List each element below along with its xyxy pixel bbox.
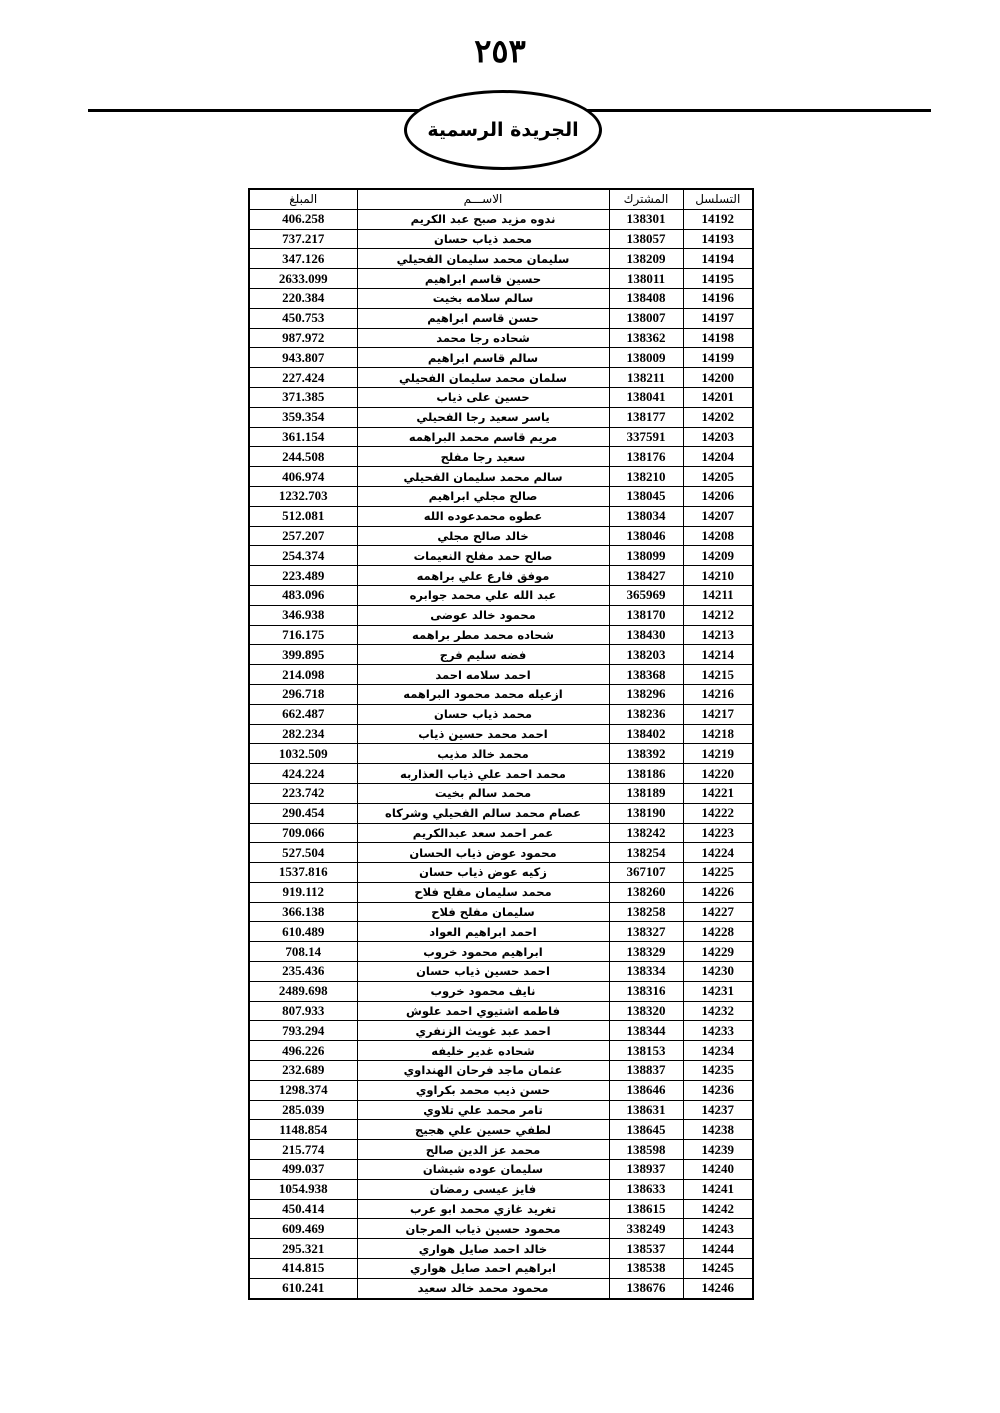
- cell-amount: 807.933: [249, 1001, 357, 1021]
- cell-subscriber: 138045: [609, 486, 683, 506]
- cell-amount: 1054.938: [249, 1179, 357, 1199]
- cell-name: سالم قاسم ابراهيم: [357, 348, 609, 368]
- cell-name: محمد احمد علي ذياب العذاربه: [357, 764, 609, 784]
- cell-subscriber: 138430: [609, 625, 683, 645]
- cell-amount: 257.207: [249, 526, 357, 546]
- table-row: [249, 348, 753, 368]
- cell-name: محمد ذياب حسان: [357, 704, 609, 724]
- cell-serial: 14233: [683, 1021, 753, 1041]
- cell-amount: 483.096: [249, 585, 357, 605]
- cell-subscriber: 138837: [609, 1061, 683, 1081]
- cell-subscriber: 138402: [609, 724, 683, 744]
- cell-subscriber: 138189: [609, 783, 683, 803]
- cell-serial: 14210: [683, 566, 753, 586]
- cell-serial: 14246: [683, 1278, 753, 1298]
- cell-serial: 14225: [683, 863, 753, 883]
- table-body: [249, 209, 753, 1298]
- table-row: [249, 1061, 753, 1081]
- cell-name: خالد صالح مجلي: [357, 526, 609, 546]
- cell-amount: 793.294: [249, 1021, 357, 1041]
- table-row: [249, 744, 753, 764]
- cell-subscriber: 138210: [609, 467, 683, 487]
- table-row: [249, 1239, 753, 1259]
- cell-serial: 14237: [683, 1100, 753, 1120]
- cell-serial: 14226: [683, 882, 753, 902]
- cell-serial: 14242: [683, 1199, 753, 1219]
- table-row: [249, 387, 753, 407]
- cell-subscriber: 138427: [609, 566, 683, 586]
- table-row: [249, 783, 753, 803]
- table-row: [249, 1120, 753, 1140]
- cell-subscriber: 138176: [609, 447, 683, 467]
- cell-name: عثمان ماجد فرحان الهنداوي: [357, 1061, 609, 1081]
- cell-amount: 610.241: [249, 1278, 357, 1298]
- cell-subscriber: 138598: [609, 1140, 683, 1160]
- table-row: [249, 724, 753, 744]
- cell-name: احمد حسين ذياب حسان: [357, 962, 609, 982]
- cell-subscriber: 138329: [609, 942, 683, 962]
- table-row: [249, 328, 753, 348]
- cell-serial: 14196: [683, 288, 753, 308]
- cell-name: محمد سليمان مفلح فلاح: [357, 882, 609, 902]
- cell-amount: 285.039: [249, 1100, 357, 1120]
- cell-name: محمد عز الدين صالح: [357, 1140, 609, 1160]
- cell-name: احمد عبد غويث الزنفري: [357, 1021, 609, 1041]
- cell-name: موفق فارع علي براهمه: [357, 566, 609, 586]
- cell-amount: 220.384: [249, 288, 357, 308]
- header-serial: التسلسل: [683, 189, 753, 209]
- cell-serial: 14208: [683, 526, 753, 546]
- table-row: [249, 467, 753, 487]
- cell-subscriber: 138645: [609, 1120, 683, 1140]
- cell-name: صالح مجلي ابراهيم: [357, 486, 609, 506]
- table-row: [249, 1219, 753, 1239]
- cell-serial: 14245: [683, 1259, 753, 1279]
- cell-subscriber: 138362: [609, 328, 683, 348]
- table-row: [249, 229, 753, 249]
- table-row: [249, 902, 753, 922]
- cell-amount: 737.217: [249, 229, 357, 249]
- cell-amount: 399.895: [249, 645, 357, 665]
- cell-amount: 371.385: [249, 387, 357, 407]
- cell-serial: 14230: [683, 962, 753, 982]
- table-row: [249, 962, 753, 982]
- cell-serial: 14216: [683, 684, 753, 704]
- subscriber-table: [248, 188, 754, 1300]
- header-amount: المبلغ: [249, 189, 357, 209]
- cell-name: عبد الله علي محمد جوابره: [357, 585, 609, 605]
- cell-amount: 1148.854: [249, 1120, 357, 1140]
- cell-serial: 14201: [683, 387, 753, 407]
- cell-serial: 14209: [683, 546, 753, 566]
- table-row: [249, 1278, 753, 1298]
- cell-amount: 708.14: [249, 942, 357, 962]
- cell-subscriber: 365969: [609, 585, 683, 605]
- table-row: [249, 1021, 753, 1041]
- cell-serial: 14193: [683, 229, 753, 249]
- cell-subscriber: 138211: [609, 368, 683, 388]
- cell-name: عطوه محمدعوده الله: [357, 506, 609, 526]
- cell-name: احمد ابراهيم العواد: [357, 922, 609, 942]
- cell-serial: 14231: [683, 981, 753, 1001]
- cell-serial: 14195: [683, 269, 753, 289]
- cell-amount: 361.154: [249, 427, 357, 447]
- cell-amount: 450.414: [249, 1199, 357, 1219]
- cell-name: احمد محمد حسين ذياب: [357, 724, 609, 744]
- cell-serial: 14232: [683, 1001, 753, 1021]
- cell-serial: 14212: [683, 605, 753, 625]
- table-row: [249, 1001, 753, 1021]
- cell-subscriber: 138615: [609, 1199, 683, 1219]
- cell-subscriber: 138254: [609, 843, 683, 863]
- cell-serial: 14235: [683, 1061, 753, 1081]
- cell-subscriber: 138057: [609, 229, 683, 249]
- table-row: [249, 625, 753, 645]
- cell-serial: 14199: [683, 348, 753, 368]
- table-row: [249, 704, 753, 724]
- cell-subscriber: 138034: [609, 506, 683, 526]
- cell-subscriber: 138368: [609, 665, 683, 685]
- cell-serial: 14194: [683, 249, 753, 269]
- cell-serial: 14241: [683, 1179, 753, 1199]
- cell-subscriber: 138041: [609, 387, 683, 407]
- cell-serial: 14202: [683, 407, 753, 427]
- cell-serial: 14197: [683, 308, 753, 328]
- cell-name: خالد احمد صايل هواري: [357, 1239, 609, 1259]
- cell-name: زكيه عوض ذياب حسان: [357, 863, 609, 883]
- cell-serial: 14221: [683, 783, 753, 803]
- table-row: [249, 308, 753, 328]
- cell-name: محمد سالم بخيت: [357, 783, 609, 803]
- table-row: [249, 407, 753, 427]
- cell-subscriber: 337591: [609, 427, 683, 447]
- cell-amount: 450.753: [249, 308, 357, 328]
- cell-serial: 14218: [683, 724, 753, 744]
- cell-name: شحاده غدير خليفه: [357, 1041, 609, 1061]
- cell-serial: 14213: [683, 625, 753, 645]
- cell-name: فضه سليم فرج: [357, 645, 609, 665]
- cell-subscriber: 138186: [609, 764, 683, 784]
- cell-name: حسن قاسم ابراهيم: [357, 308, 609, 328]
- cell-amount: 662.487: [249, 704, 357, 724]
- table-row: [249, 1160, 753, 1180]
- cell-serial: 14222: [683, 803, 753, 823]
- cell-subscriber: 138190: [609, 803, 683, 823]
- cell-amount: 1232.703: [249, 486, 357, 506]
- cell-amount: 414.815: [249, 1259, 357, 1279]
- cell-amount: 512.081: [249, 506, 357, 526]
- cell-amount: 1537.816: [249, 863, 357, 883]
- cell-name: تامر محمد علي تلاوي: [357, 1100, 609, 1120]
- cell-subscriber: 138327: [609, 922, 683, 942]
- table-row: [249, 1140, 753, 1160]
- cell-name: لطفي حسين علي هجيج: [357, 1120, 609, 1140]
- cell-amount: 214.098: [249, 665, 357, 685]
- table-row: [249, 368, 753, 388]
- table-row: [249, 684, 753, 704]
- table-header-row: [249, 189, 753, 209]
- cell-name: شحاده محمد مطر براهمه: [357, 625, 609, 645]
- cell-serial: 14198: [683, 328, 753, 348]
- table-row: [249, 942, 753, 962]
- cell-amount: 1032.509: [249, 744, 357, 764]
- cell-name: سالم سلامه بخيت: [357, 288, 609, 308]
- cell-subscriber: 138046: [609, 526, 683, 546]
- table-row: [249, 526, 753, 546]
- cell-amount: 609.469: [249, 1219, 357, 1239]
- cell-name: حسين قاسم ابراهيم: [357, 269, 609, 289]
- cell-amount: 366.138: [249, 902, 357, 922]
- table-row: [249, 843, 753, 863]
- cell-serial: 14219: [683, 744, 753, 764]
- table-row: [249, 823, 753, 843]
- cell-serial: 14234: [683, 1041, 753, 1061]
- table-row: [249, 1100, 753, 1120]
- cell-serial: 14204: [683, 447, 753, 467]
- cell-subscriber: 138316: [609, 981, 683, 1001]
- cell-name: فايز عيسى رمضان: [357, 1179, 609, 1199]
- cell-amount: 359.354: [249, 407, 357, 427]
- cell-amount: 232.689: [249, 1061, 357, 1081]
- cell-amount: 527.504: [249, 843, 357, 863]
- table-row: [249, 605, 753, 625]
- cell-serial: 14192: [683, 209, 753, 229]
- cell-subscriber: 138320: [609, 1001, 683, 1021]
- table-row: [249, 1179, 753, 1199]
- table-row: [249, 585, 753, 605]
- cell-serial: 14200: [683, 368, 753, 388]
- cell-serial: 14211: [683, 585, 753, 605]
- cell-amount: 610.489: [249, 922, 357, 942]
- cell-subscriber: 138676: [609, 1278, 683, 1298]
- cell-amount: 943.807: [249, 348, 357, 368]
- cell-amount: 406.258: [249, 209, 357, 229]
- cell-amount: 296.718: [249, 684, 357, 704]
- cell-name: فاطمه اشتيوي احمد علوش: [357, 1001, 609, 1021]
- cell-serial: 14224: [683, 843, 753, 863]
- cell-amount: 346.938: [249, 605, 357, 625]
- cell-amount: 919.112: [249, 882, 357, 902]
- cell-subscriber: 138408: [609, 288, 683, 308]
- cell-amount: 347.126: [249, 249, 357, 269]
- cell-serial: 14243: [683, 1219, 753, 1239]
- table-row: [249, 922, 753, 942]
- cell-amount: 254.374: [249, 546, 357, 566]
- cell-amount: 496.226: [249, 1041, 357, 1061]
- table-row: [249, 1041, 753, 1061]
- gazette-masthead: [404, 90, 602, 170]
- cell-name: محمود خالد عوضى: [357, 605, 609, 625]
- cell-amount: 1298.374: [249, 1080, 357, 1100]
- cell-name: ابراهيم محمود خروب: [357, 942, 609, 962]
- cell-amount: 2633.099: [249, 269, 357, 289]
- cell-subscriber: 138236: [609, 704, 683, 724]
- cell-amount: 499.037: [249, 1160, 357, 1180]
- cell-subscriber: 138258: [609, 902, 683, 922]
- cell-amount: 215.774: [249, 1140, 357, 1160]
- cell-serial: 14217: [683, 704, 753, 724]
- cell-serial: 14223: [683, 823, 753, 843]
- cell-subscriber: 338249: [609, 1219, 683, 1239]
- cell-name: سليمان محمد سليمان الفحيلي: [357, 249, 609, 269]
- cell-amount: 709.066: [249, 823, 357, 843]
- cell-name: شحاده رجا محمد: [357, 328, 609, 348]
- cell-subscriber: 138392: [609, 744, 683, 764]
- cell-amount: 424.224: [249, 764, 357, 784]
- cell-amount: 235.436: [249, 962, 357, 982]
- cell-amount: 987.972: [249, 328, 357, 348]
- cell-subscriber: 138631: [609, 1100, 683, 1120]
- cell-subscriber: 138937: [609, 1160, 683, 1180]
- cell-name: سعيد رجا مفلح: [357, 447, 609, 467]
- cell-amount: 295.321: [249, 1239, 357, 1259]
- table-row: [249, 803, 753, 823]
- cell-subscriber: 138260: [609, 882, 683, 902]
- cell-name: احمد سلامه احمد: [357, 665, 609, 685]
- cell-serial: 14214: [683, 645, 753, 665]
- table-row: [249, 447, 753, 467]
- table-row: [249, 486, 753, 506]
- cell-serial: 14238: [683, 1120, 753, 1140]
- cell-amount: 2489.698: [249, 981, 357, 1001]
- table-row: [249, 269, 753, 289]
- cell-amount: 223.742: [249, 783, 357, 803]
- cell-name: ابراهيم احمد صايل هواري: [357, 1259, 609, 1279]
- table-row: [249, 882, 753, 902]
- cell-name: سليمان عوده شيشان: [357, 1160, 609, 1180]
- cell-name: عمر احمد سعد عبدالكريم: [357, 823, 609, 843]
- cell-subscriber: 138209: [609, 249, 683, 269]
- cell-subscriber: 138153: [609, 1041, 683, 1061]
- cell-name: صالح حمد مفلح النعيمات: [357, 546, 609, 566]
- cell-name: مريم قاسم محمد البراهمه: [357, 427, 609, 447]
- cell-amount: 716.175: [249, 625, 357, 645]
- cell-subscriber: 138011: [609, 269, 683, 289]
- page-number: ٢٥٣: [474, 32, 526, 70]
- cell-amount: 290.454: [249, 803, 357, 823]
- cell-subscriber: 138537: [609, 1239, 683, 1259]
- cell-subscriber: 138170: [609, 605, 683, 625]
- cell-subscriber: 138242: [609, 823, 683, 843]
- cell-serial: 14205: [683, 467, 753, 487]
- cell-name: محمد خالد مذيب: [357, 744, 609, 764]
- table-row: [249, 863, 753, 883]
- cell-subscriber: 138334: [609, 962, 683, 982]
- cell-name: ازعيله محمد محمود البراهمه: [357, 684, 609, 704]
- cell-amount: 244.508: [249, 447, 357, 467]
- table-row: [249, 249, 753, 269]
- table-row: [249, 209, 753, 229]
- cell-name: ندوه مزيد صبح عبد الكريم: [357, 209, 609, 229]
- cell-subscriber: 138296: [609, 684, 683, 704]
- cell-serial: 14207: [683, 506, 753, 526]
- table-row: [249, 546, 753, 566]
- cell-serial: 14229: [683, 942, 753, 962]
- cell-subscriber: 138633: [609, 1179, 683, 1199]
- cell-amount: 406.974: [249, 467, 357, 487]
- cell-serial: 14215: [683, 665, 753, 685]
- cell-serial: 14203: [683, 427, 753, 447]
- cell-subscriber: 138007: [609, 308, 683, 328]
- cell-serial: 14239: [683, 1140, 753, 1160]
- cell-name: محمود عوض ذياب الحسان: [357, 843, 609, 863]
- cell-serial: 14244: [683, 1239, 753, 1259]
- cell-name: حسين على ذياب: [357, 387, 609, 407]
- cell-name: ياسر سعيد رجا الفحيلي: [357, 407, 609, 427]
- table-row: [249, 665, 753, 685]
- header-name: الاســـم: [357, 189, 609, 209]
- table-row: [249, 566, 753, 586]
- cell-subscriber: 138344: [609, 1021, 683, 1041]
- cell-name: محمود محمد خالد سعيد: [357, 1278, 609, 1298]
- cell-name: سلمان محمد سليمان الفحيلي: [357, 368, 609, 388]
- table-row: [249, 1199, 753, 1219]
- cell-subscriber: 138301: [609, 209, 683, 229]
- header-subscriber: المشترك: [609, 189, 683, 209]
- cell-name: حسن ذيب محمد بكراوي: [357, 1080, 609, 1100]
- cell-serial: 14236: [683, 1080, 753, 1100]
- table-row: [249, 288, 753, 308]
- cell-subscriber: 138177: [609, 407, 683, 427]
- table-row: [249, 645, 753, 665]
- cell-subscriber: 138646: [609, 1080, 683, 1100]
- cell-name: محمد ذياب حسان: [357, 229, 609, 249]
- table-row: [249, 764, 753, 784]
- table-row: [249, 506, 753, 526]
- cell-subscriber: 138203: [609, 645, 683, 665]
- cell-name: نايف محمود خروب: [357, 981, 609, 1001]
- table-row: [249, 1259, 753, 1279]
- cell-amount: 227.424: [249, 368, 357, 388]
- cell-serial: 14228: [683, 922, 753, 942]
- table-row: [249, 1080, 753, 1100]
- cell-name: سليمان مفلح فلاح: [357, 902, 609, 922]
- cell-subscriber: 138009: [609, 348, 683, 368]
- cell-subscriber: 138538: [609, 1259, 683, 1279]
- table-row: [249, 427, 753, 447]
- cell-serial: 14240: [683, 1160, 753, 1180]
- cell-name: سالم محمد سليمان الفحيلي: [357, 467, 609, 487]
- cell-name: عصام محمد سالم الفحيلي وشركاه: [357, 803, 609, 823]
- cell-amount: 282.234: [249, 724, 357, 744]
- cell-subscriber: 138099: [609, 546, 683, 566]
- cell-serial: 14206: [683, 486, 753, 506]
- gazette-title: الجريدة الرسمية: [427, 119, 579, 141]
- cell-subscriber: 367107: [609, 863, 683, 883]
- cell-name: تغريد غازي محمد ابو عرب: [357, 1199, 609, 1219]
- cell-amount: 223.489: [249, 566, 357, 586]
- table-row: [249, 981, 753, 1001]
- cell-serial: 14220: [683, 764, 753, 784]
- cell-serial: 14227: [683, 902, 753, 922]
- cell-name: محمود حسين ذياب المرجان: [357, 1219, 609, 1239]
